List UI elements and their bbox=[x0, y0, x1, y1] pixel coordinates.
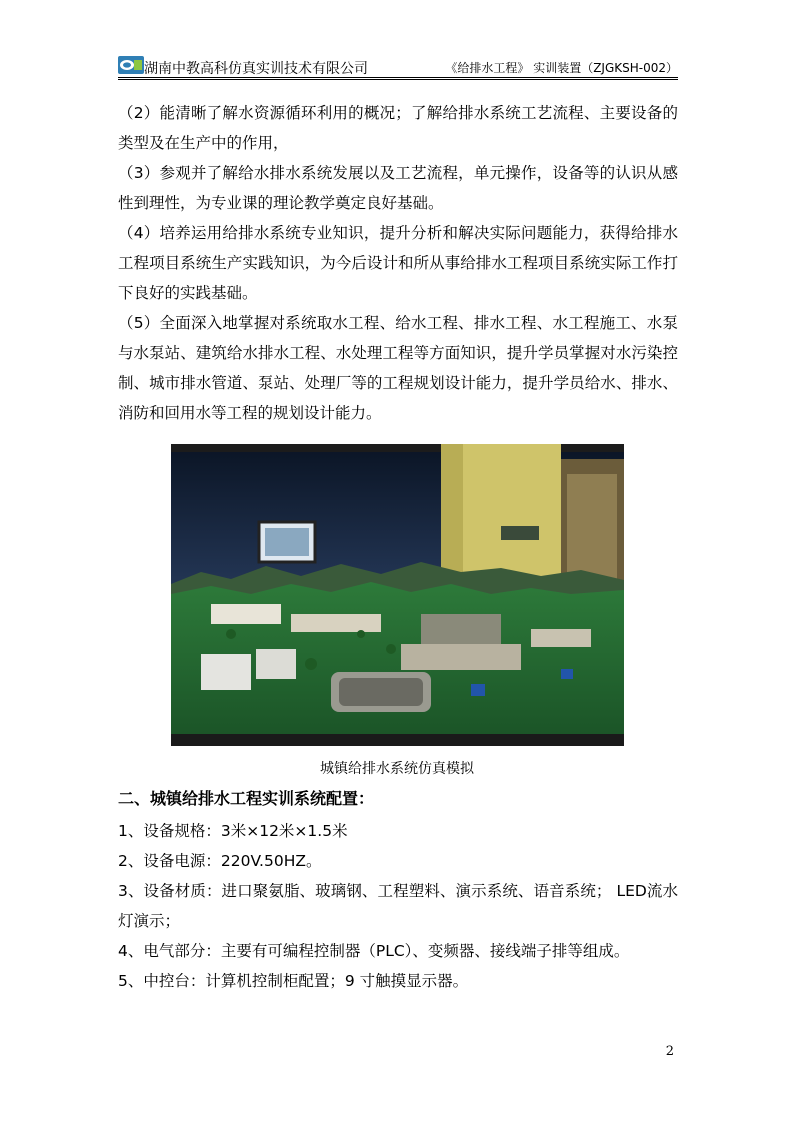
header-divider bbox=[118, 77, 678, 80]
config-item-material: 3、设备材质：进口聚氨脂、玻璃钢、工程塑料、演示系统、语音系统； LED流水灯演示； bbox=[118, 882, 678, 930]
configuration-list bbox=[118, 816, 678, 996]
objectives-text bbox=[118, 98, 678, 428]
config-item-power: 2、设备电源：220V.50HZ。 bbox=[118, 852, 322, 870]
objective-paragraph-4: （4）培养运用给排水系统专业知识，提升分析和解决实际问题能力，获得给排水工程项目系统生产实践知识，为今后设计和所从事给排水工程项目系统实际工作打下良好的实践基础。 bbox=[118, 224, 678, 302]
objective-paragraph-5: （5）全面深入地掌握对系统取水工程、给水工程、排水工程、水工程施工、水泵与水泵站、建筑给水排水工程、水处理工程等方面知识，提升学员掌握对水污染控制、城市排水管道、泵站、处理厂等的工程规划设计能力，提升学员给水、排水、消防和回用水等工程的规划设计能力。 bbox=[118, 314, 678, 422]
page-header bbox=[118, 54, 678, 76]
config-item-console: 5、中控台：计算机控制柜配置；9 寸触摸显示器。 bbox=[118, 972, 469, 990]
config-item-spec: 1、设备规格：3米×12米×1.5米 bbox=[118, 822, 348, 840]
company-logo bbox=[118, 56, 144, 74]
photo-caption: 城镇给排水系统仿真模拟 bbox=[320, 761, 474, 777]
objective-paragraph-2: （2）能清晰了解水资源循环利用的概况；了解给排水系统工艺流程、主要设备的类型及在生产中的作用， bbox=[118, 104, 678, 152]
water-system-model-photo bbox=[171, 444, 624, 746]
company-name: 湖南中教高科仿真实训技术有限公司 bbox=[144, 61, 368, 77]
config-item-electrical: 4、电气部分：主要有可编程控制器（PLC）、变频器、接线端子排等组成。 bbox=[118, 942, 630, 960]
document-reference: 《给排水工程》 实训装置（ZJGKSH-002） bbox=[445, 61, 678, 75]
objective-paragraph-3: （3）参观并了解给水排水系统发展以及工艺流程，单元操作，设备等的认识从感性到理性，为专业课的理论教学奠定良好基础。 bbox=[118, 164, 678, 212]
section-heading: 二、城镇给排水工程实训系统配置： bbox=[118, 789, 375, 808]
page-number: 2 bbox=[665, 1044, 674, 1059]
